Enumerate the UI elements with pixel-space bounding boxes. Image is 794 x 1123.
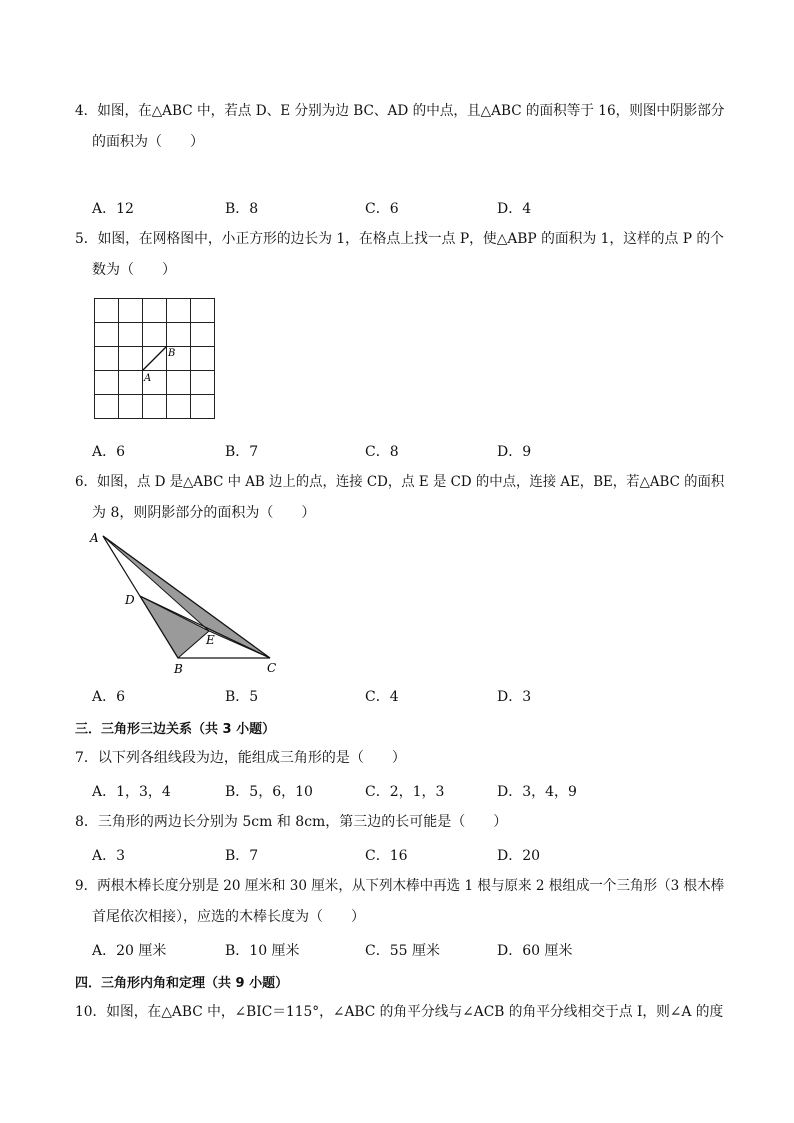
q4-options — [92, 198, 612, 216]
q7-options — [92, 781, 612, 799]
q4-option-a[interactable]: A．12 — [92, 201, 134, 217]
q7-option-c[interactable]: C．2，1，3 — [365, 784, 445, 800]
q8-option-a[interactable]: A．3 — [92, 848, 126, 864]
q4-text-line2: 的面积为（ ） — [92, 134, 204, 150]
q6-text-line2: 为 8，则阴影部分的面积为（ ） — [92, 505, 316, 521]
q6-option-a[interactable]: A．6 — [92, 689, 126, 705]
q4-option-c[interactable]: C．6 — [365, 201, 399, 217]
q5-text-line2: 数为（ ） — [92, 262, 176, 278]
q8-option-d[interactable]: D．20 — [497, 848, 541, 864]
section-3-heading: 三．三角形三边关系（共 3 小题） — [75, 722, 276, 737]
triangle-label-e: E — [206, 633, 215, 647]
q5-options — [92, 441, 612, 459]
q6-option-b[interactable]: B．5 — [225, 689, 259, 705]
q8-option-c[interactable]: C．16 — [365, 848, 408, 864]
q5-option-a[interactable]: A．6 — [92, 444, 126, 460]
q5-text-line1: 5．如图，在网格图中，小正方形的边长为 1，在格点上找一点 P，使△ABP 的面积为 1，这样的点 P 的个 — [75, 231, 724, 247]
q6-options — [92, 686, 612, 704]
q10-text-line1: 10．如图，在△ABC 中，∠BIC＝115°，∠ABC 的角平分线与∠ACB 的角平分线相交于点 I，则∠A 的度 — [75, 1004, 724, 1020]
q6-option-c[interactable]: C．4 — [365, 689, 399, 705]
q7-text-line1: 7．以下列各组线段为边，能组成三角形的是（ ） — [75, 750, 406, 766]
q6-text-line1: 6．如图，点 D 是△ABC 中 AB 边上的点，连接 CD，点 E 是 CD 的中点，连接 AE，BE，若△ABC 的面积 — [75, 474, 725, 490]
q4-text-line1: 4．如图，在△ABC 中，若点 D、E 分别为边 BC、AD 的中点，且△ABC 的面积等于 16，则图中阴影部分 — [75, 103, 725, 119]
q9-options — [92, 940, 612, 958]
q5-option-c[interactable]: C．8 — [365, 444, 399, 460]
q7-option-d[interactable]: D．3，4，9 — [497, 784, 577, 800]
q8-option-b[interactable]: B．7 — [225, 848, 259, 864]
q9-option-b[interactable]: B．10 厘米 — [225, 943, 300, 959]
triangle-label-d: D — [125, 593, 135, 607]
q8-text-line1: 8．三角形的两边长分别为 5cm 和 8cm，第三边的长可能是（ ） — [75, 814, 508, 830]
q4-option-d[interactable]: D．4 — [497, 201, 532, 217]
grid-label-a: A — [144, 373, 152, 384]
side-ab — [103, 536, 178, 658]
section-4-heading: 四．三角形内角和定理（共 9 小题） — [75, 976, 289, 991]
q9-text-line1: 9．两根木棒长度分别是 20 厘米和 30 厘米，从下列木棒中再选 1 根与原来 2 根组成一个三角形（3 根木棒 — [75, 878, 725, 894]
q6-triangle-figure — [86, 528, 286, 678]
q9-option-c[interactable]: C．55 厘米 — [365, 943, 440, 959]
triangle-label-a: A — [90, 531, 99, 545]
q4-option-b[interactable]: B．8 — [225, 201, 259, 217]
triangle-label-c: C — [267, 661, 277, 675]
q9-option-d[interactable]: D．60 厘米 — [497, 943, 573, 959]
q5-grid-figure — [94, 298, 218, 422]
q6-option-d[interactable]: D．3 — [497, 689, 532, 705]
q9-text-line2: 首尾依次相接），应选的木棒长度为（ ） — [92, 909, 365, 925]
q5-option-b[interactable]: B．7 — [225, 444, 259, 460]
segment-ab — [143, 347, 167, 371]
q8-options — [92, 845, 612, 863]
q5-option-d[interactable]: D．9 — [497, 444, 532, 460]
q9-option-a[interactable]: A．20 厘米 — [92, 943, 167, 959]
q7-option-a[interactable]: A．1，3，4 — [92, 784, 171, 800]
triangle-label-b: B — [174, 662, 183, 676]
q7-option-b[interactable]: B．5，6，10 — [225, 784, 313, 800]
grid-label-b: B — [168, 348, 176, 359]
